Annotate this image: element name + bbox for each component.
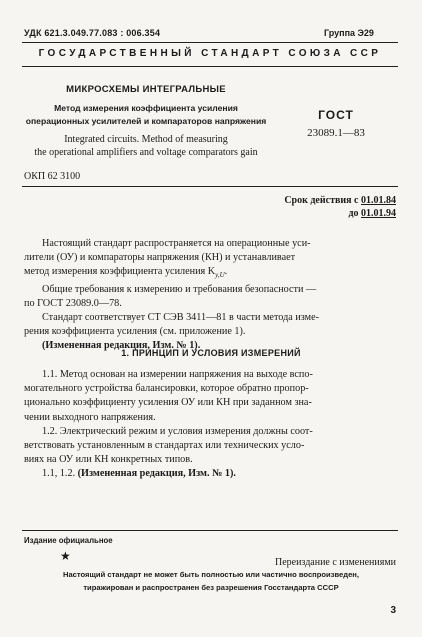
intro-line: Стандарт соответствует СТ СЭВ 3411—81 в части метода изме- bbox=[42, 312, 320, 324]
amendment-note: 1.1, 1.2. (Измененная редакция, Изм. № 1). bbox=[42, 468, 236, 480]
state-standard-banner: ГОСУДАРСТВЕННЫЙ СТАНДАРТ СОЮЗА ССР bbox=[38, 48, 382, 59]
official-edition: Издание официальное bbox=[24, 536, 113, 545]
english-title-line2: the operational amplifiers and voltage comparators gain bbox=[34, 147, 258, 158]
okp-divider bbox=[22, 186, 398, 187]
section-line: 1.2. Электрический режим и условия измерения должны соот- bbox=[42, 425, 313, 437]
validity-from bbox=[284, 195, 396, 206]
intro-block bbox=[24, 237, 398, 354]
copyright-notice-line2: тиражирован и распространен без разрешения Госстандарта СССР bbox=[83, 583, 339, 592]
intro-line: лители (ОУ) и компараторы напряжения (КН) и устанавливает bbox=[24, 252, 296, 264]
section-line: виях на ОУ или КН конкретных типов. bbox=[24, 454, 193, 466]
section-line: ветствовать установленным в стандартах или технических усло- bbox=[24, 440, 305, 452]
footer-divider bbox=[22, 530, 398, 531]
gost-number: 23089.1—83 bbox=[307, 127, 365, 139]
star-icon: ★ bbox=[60, 549, 71, 563]
header-divider bbox=[22, 42, 398, 43]
section-heading: 1. ПРИНЦИП И УСЛОВИЯ ИЗМЕРЕНИЙ bbox=[121, 348, 301, 358]
section-line: чении выходного напряжения. bbox=[24, 411, 156, 423]
udk-code: УДК 621.3.049.77.083 : 006.354 bbox=[24, 28, 161, 38]
group-code: Группа Э29 bbox=[324, 28, 374, 38]
amendment-note: (Измененная редакция, Изм. № 1). bbox=[42, 340, 201, 352]
section-line: могательного устройства балансировки, которое обратно пропор- bbox=[24, 383, 309, 395]
validity-from-date: 01.01.84 bbox=[361, 195, 396, 206]
title-subtitle-line1: Метод измерения коэффициента усиления bbox=[54, 103, 238, 113]
title-subtitle-line2: операционных усилителей и компараторов напряжения bbox=[25, 116, 267, 126]
english-title-line1: Integrated circuits. Method of measuring bbox=[64, 134, 228, 145]
banner-divider bbox=[22, 66, 398, 67]
validity-to-date: 01.01.94 bbox=[361, 208, 396, 219]
okp-code: ОКП 62 3100 bbox=[24, 171, 81, 182]
intro-line: метод измерения коэффициента усиления $K_{y,U}$. bbox=[24, 266, 228, 280]
page-number: 3 bbox=[390, 605, 396, 616]
section-line: ционально коэффициенту усиления ОУ или КН при заданном зна- bbox=[24, 397, 312, 409]
copyright-notice-line1: Настоящий стандарт не может быть полностью или частично воспроизведен, bbox=[62, 570, 360, 579]
validity-to-label: до bbox=[348, 208, 359, 219]
gain-subscript: y,U bbox=[215, 271, 225, 280]
validity-from-label: Срок действия с bbox=[284, 195, 359, 206]
section-line: 1.1. Метод основан на измерении напряжения на выходе вспо- bbox=[42, 369, 313, 380]
intro-line: Общие требования к измерению и требования безопасности — bbox=[42, 283, 317, 295]
reissue-note: Переиздание с изменениями bbox=[274, 557, 396, 568]
intro-line: рения коэффициента усиления (см. приложение 1). bbox=[24, 326, 246, 338]
intro-line: по ГОСТ 23089.0—78. bbox=[24, 297, 122, 309]
document-title: МИКРОСХЕМЫ ИНТЕГРАЛЬНЫЕ bbox=[66, 84, 226, 95]
gost-label: ГОСТ bbox=[318, 108, 354, 122]
intro-line: Настоящий стандарт распространяется на операционные уси- bbox=[42, 238, 311, 249]
section1-body bbox=[24, 368, 398, 482]
validity-to bbox=[348, 208, 396, 219]
